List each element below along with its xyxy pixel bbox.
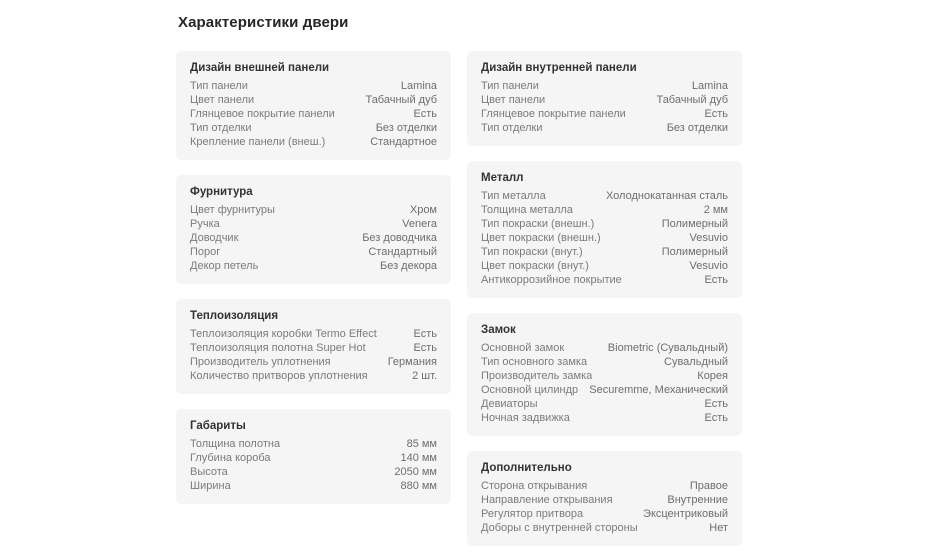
spec-columns xyxy=(176,51,742,546)
spec-label: Основной цилиндр xyxy=(481,384,579,396)
spec-label: Глянцевое покрытие панели xyxy=(190,108,335,120)
spec-value: Есть xyxy=(704,412,728,424)
spec-section-title: Замок xyxy=(481,324,516,336)
spec-row xyxy=(481,273,728,287)
spec-label: Глянцевое покрытие панели xyxy=(481,108,626,120)
spec-card xyxy=(467,451,742,546)
spec-value: Стандартный xyxy=(368,246,437,258)
spec-card xyxy=(176,175,451,284)
spec-row xyxy=(190,93,437,107)
spec-label: Толщина полотна xyxy=(190,438,281,450)
spec-label: Цвет панели xyxy=(481,94,546,106)
spec-label: Основной замок xyxy=(481,342,565,354)
spec-value: Без доводчика xyxy=(362,232,437,244)
spec-value: Стандартное xyxy=(370,136,437,148)
spec-label: Доборы с внутренней стороны xyxy=(481,522,638,534)
spec-card xyxy=(467,161,742,298)
spec-section-title: Дизайн внешней панели xyxy=(190,62,330,74)
spec-label: Сторона открывания xyxy=(481,480,588,492)
spec-column-left xyxy=(176,51,451,504)
page-title: Характеристики двери xyxy=(178,14,349,31)
spec-label: Количество притворов уплотнения xyxy=(190,370,368,382)
spec-label: Высота xyxy=(190,466,228,478)
spec-label: Тип отделки xyxy=(190,122,252,134)
spec-label: Ночная задвижка xyxy=(481,412,570,424)
spec-card xyxy=(176,51,451,160)
spec-section-title: Металл xyxy=(481,172,524,184)
spec-label: Регулятор притвора xyxy=(481,508,584,520)
spec-row xyxy=(190,465,437,479)
spec-row xyxy=(481,107,728,121)
spec-value: Есть xyxy=(704,398,728,410)
spec-value: Biometric (Сувальдный) xyxy=(607,342,728,354)
spec-value: Venera xyxy=(402,218,437,230)
spec-value: Есть xyxy=(413,328,437,340)
spec-label: Ширина xyxy=(190,480,231,492)
spec-value: Сувальдный xyxy=(664,356,728,368)
spec-row xyxy=(481,355,728,369)
spec-row xyxy=(190,245,437,259)
spec-value: Lamina xyxy=(691,80,728,92)
spec-value: Нет xyxy=(709,522,728,534)
spec-value: Есть xyxy=(413,342,437,354)
spec-row xyxy=(481,341,728,355)
spec-value: 85 мм xyxy=(406,438,437,450)
spec-row xyxy=(190,479,437,493)
spec-row xyxy=(481,121,728,135)
spec-label: Тип панели xyxy=(190,80,248,92)
spec-label: Тип покраски (внут.) xyxy=(481,246,583,258)
spec-row xyxy=(190,369,437,383)
spec-section-title: Дополнительно xyxy=(481,462,572,474)
spec-value: Без отделки xyxy=(375,122,437,134)
spec-label: Декор петель xyxy=(190,260,259,272)
spec-value: Правое xyxy=(689,480,728,492)
spec-card xyxy=(176,299,451,394)
spec-value: Корея xyxy=(697,370,728,382)
spec-label: Порог xyxy=(190,246,221,258)
spec-section-title: Габариты xyxy=(190,420,246,432)
spec-row xyxy=(481,493,728,507)
spec-row xyxy=(190,341,437,355)
door-specs-page xyxy=(176,0,742,546)
spec-row xyxy=(481,79,728,93)
spec-value: Табачный дуб xyxy=(365,94,437,106)
spec-row xyxy=(190,327,437,341)
spec-card xyxy=(176,409,451,504)
spec-label: Толщина металла xyxy=(481,204,573,216)
spec-row xyxy=(190,121,437,135)
spec-value: 2 мм xyxy=(703,204,728,216)
spec-label: Антикоррозийное покрытие xyxy=(481,274,622,286)
spec-row xyxy=(190,231,437,245)
spec-value: 880 мм xyxy=(400,480,437,492)
spec-row xyxy=(190,437,437,451)
spec-label: Крепление панели (внеш.) xyxy=(190,136,326,148)
spec-row xyxy=(481,479,728,493)
spec-value: 2 шт. xyxy=(412,370,437,382)
spec-value: Vesuvio xyxy=(689,260,728,272)
spec-label: Тип металла xyxy=(481,190,546,202)
spec-row xyxy=(481,231,728,245)
spec-value: Полимерный xyxy=(661,246,728,258)
spec-row xyxy=(481,411,728,425)
spec-row xyxy=(190,107,437,121)
spec-row xyxy=(481,245,728,259)
spec-label: Тип панели xyxy=(481,80,539,92)
spec-label: Ручка xyxy=(190,218,220,230)
spec-section-title: Фурнитура xyxy=(190,186,253,198)
spec-label: Производитель уплотнения xyxy=(190,356,331,368)
spec-row xyxy=(190,135,437,149)
spec-label: Направление открывания xyxy=(481,494,613,506)
spec-row xyxy=(481,369,728,383)
spec-row xyxy=(190,79,437,93)
spec-value: Табачный дуб xyxy=(656,94,728,106)
spec-value: Внутренние xyxy=(667,494,728,506)
spec-value: 2050 мм xyxy=(394,466,437,478)
spec-value: Есть xyxy=(413,108,437,120)
spec-row xyxy=(190,203,437,217)
spec-section-title: Дизайн внутренней панели xyxy=(481,62,637,74)
spec-row xyxy=(481,397,728,411)
spec-value: Германия xyxy=(387,356,437,368)
spec-value: Хром xyxy=(409,204,437,216)
spec-value: Vesuvio xyxy=(689,232,728,244)
spec-value: Без декора xyxy=(379,260,437,272)
spec-label: Девиаторы xyxy=(481,398,538,410)
spec-card xyxy=(467,51,742,146)
spec-label: Глубина короба xyxy=(190,452,271,464)
spec-label: Тип основного замка xyxy=(481,356,588,368)
spec-label: Цвет фурнитуры xyxy=(190,204,275,216)
spec-row xyxy=(190,355,437,369)
spec-value: Lamina xyxy=(400,80,437,92)
spec-row xyxy=(190,259,437,273)
spec-row xyxy=(190,451,437,465)
spec-value: Полимерный xyxy=(661,218,728,230)
spec-value: Без отделки xyxy=(666,122,728,134)
spec-value: Эксцентриковый xyxy=(643,508,728,520)
spec-section-title: Теплоизоляция xyxy=(190,310,279,322)
spec-value: Есть xyxy=(704,274,728,286)
spec-label: Производитель замка xyxy=(481,370,593,382)
spec-label: Цвет покраски (внешн.) xyxy=(481,232,601,244)
spec-label: Теплоизоляция полотна Super Hot xyxy=(190,342,366,354)
spec-value: 140 мм xyxy=(400,452,437,464)
spec-card xyxy=(467,313,742,436)
spec-value: Холоднокатанная сталь xyxy=(605,190,728,202)
spec-row xyxy=(481,189,728,203)
spec-row xyxy=(190,217,437,231)
spec-label: Цвет покраски (внут.) xyxy=(481,260,589,272)
spec-row xyxy=(481,259,728,273)
spec-row xyxy=(481,203,728,217)
spec-row xyxy=(481,93,728,107)
spec-row xyxy=(481,217,728,231)
spec-label: Тип покраски (внешн.) xyxy=(481,218,595,230)
spec-row xyxy=(481,507,728,521)
spec-column-right xyxy=(467,51,742,546)
spec-label: Тип отделки xyxy=(481,122,543,134)
spec-value: Securemme, Механический xyxy=(589,384,728,396)
spec-label: Теплоизоляция коробки Termo Effect xyxy=(190,328,377,340)
spec-label: Цвет панели xyxy=(190,94,255,106)
spec-row xyxy=(481,521,728,535)
spec-row xyxy=(481,383,728,397)
spec-value: Есть xyxy=(704,108,728,120)
spec-label: Доводчик xyxy=(190,232,239,244)
